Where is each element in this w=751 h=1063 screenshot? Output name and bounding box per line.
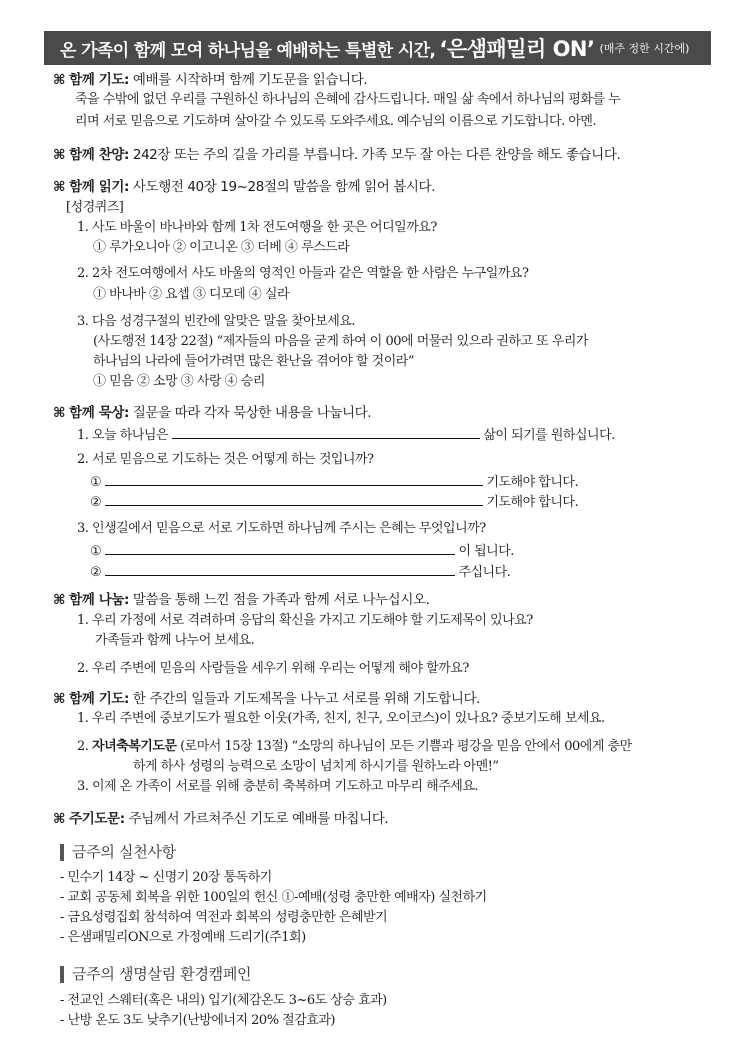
answer-suffix: 이 됩니다. bbox=[458, 544, 514, 559]
command-icon: ⌘ bbox=[53, 179, 66, 195]
meditation-q1 bbox=[77, 423, 615, 446]
section-label: 함께 기도: bbox=[69, 72, 129, 88]
section-sharing bbox=[53, 588, 430, 608]
circled-2: ② bbox=[90, 565, 102, 580]
section-praise bbox=[53, 143, 620, 163]
meditation-q3-answer-1 bbox=[90, 539, 514, 562]
command-icon: ⌘ bbox=[53, 592, 66, 608]
answer-suffix: 주십니다. bbox=[458, 565, 511, 580]
answer-blank[interactable] bbox=[105, 470, 483, 486]
quiz-q1: 1. 사도 바울이 바나바와 함께 1차 전도여행을 한 곳은 어디일까요? bbox=[77, 220, 437, 235]
circled-1: ① bbox=[90, 544, 102, 559]
answer-blank[interactable] bbox=[172, 423, 480, 439]
command-icon: ⌘ bbox=[53, 72, 66, 88]
section-label: 함께 나눔: bbox=[69, 592, 129, 608]
title-banner bbox=[44, 31, 711, 65]
section-desc: 한 주간의 일들과 기도제목을 나누고 서로를 위해 기도합니다. bbox=[132, 691, 481, 707]
command-icon: ⌘ bbox=[53, 405, 66, 421]
meditation-q1-post: 삶이 되기를 원하십니다. bbox=[483, 428, 615, 443]
sharing-q1-cont: 가족들과 함께 나누어 보세요. bbox=[95, 633, 255, 648]
sharing-q2: 2. 우리 주변에 믿음의 사람들을 세우기 위해 우리는 어떻게 해야 할까요? bbox=[77, 661, 469, 676]
blessing-prayer-title: 자녀축복기도문 bbox=[92, 739, 177, 754]
practice-item: - 은샘패밀리ON으로 가정예배 드리기(주1회) bbox=[60, 930, 306, 945]
prayer-item-2 bbox=[77, 736, 632, 757]
circled-2: ② bbox=[90, 495, 102, 510]
prayer-item-3: 3. 이제 온 가족이 서로를 위해 충분히 축복하며 기도하고 마무리 해주세요. bbox=[77, 779, 479, 794]
practice-item: - 민수기 14장 ~ 신명기 20장 통독하기 bbox=[60, 870, 272, 885]
practice-item: - 교회 공동체 회복을 위한 100일의 헌신 ①-예배(성령 충만한 예배자) 실천하기 bbox=[60, 890, 487, 905]
prayer-line-2: 리며 서로 믿음으로 기도하며 살아갈 수 있도록 도와주세요. 예수님의 이름으로 기도합니다. 아멘. bbox=[75, 114, 597, 129]
blessing-prayer-text: (로마서 15장 13절) “소망의 하나님이 모든 기쁨과 평강을 믿음 안에서 00에게 충만 bbox=[180, 739, 632, 754]
answer-suffix: 기도해야 합니다. bbox=[486, 475, 579, 490]
section-desc: 질문을 따라 각자 묵상한 내용을 나눕니다. bbox=[132, 405, 372, 421]
quiz-q2-options: ① 바나바 ② 요셉 ③ 디모데 ④ 실라 bbox=[93, 287, 290, 302]
quiz-q1-options: ① 루가오니아 ② 이고니온 ③ 더베 ④ 루스드라 bbox=[93, 240, 350, 255]
quiz-q2: 2. 2차 전도여행에서 사도 바울의 영적인 아들과 같은 역할을 한 사람은 누구일까요? bbox=[77, 266, 529, 281]
prayer-line-1: 죽을 수밖에 없던 우리를 구원하신 하나님의 은혜에 감사드립니다. 매일 삶 속에서 하나님의 평화를 누 bbox=[75, 92, 621, 107]
meditation-q3: 3. 인생길에서 믿음으로 서로 기도하면 하나님께 주시는 은혜는 무엇입니까? bbox=[77, 521, 486, 536]
command-icon: ⌘ bbox=[53, 811, 66, 827]
section-desc: 사도행전 40장 19~28절의 말씀을 함께 읽어 봅시다. bbox=[132, 179, 436, 195]
section-label: 함께 묵상: bbox=[69, 405, 129, 421]
section-desc: 예배를 시작하며 함께 기도문을 읽습니다. bbox=[132, 72, 368, 88]
prayer-item-2-cont: 하게 하사 성령의 능력으로 소망이 넘치게 하시기를 원하노라 아멘!” bbox=[133, 759, 499, 774]
section-reading bbox=[53, 175, 435, 195]
campaign-item: - 전교인 스웨터(혹은 내의) 입기(체감온도 3~6도 상승 효과) bbox=[60, 993, 387, 1008]
banner-note: (매주 정한 시간에) bbox=[599, 42, 690, 55]
section-desc: 주님께서 가르쳐주신 기도로 예배를 마칩니다. bbox=[128, 811, 389, 827]
quiz-q3-options: ① 믿음 ② 소망 ③ 사랑 ④ 승리 bbox=[93, 374, 265, 389]
quiz-q3-verse-1: (사도행전 14장 22절) “제자들의 마음을 굳게 하여 이 00에 머물러 있으라 권하고 또 우리가 bbox=[93, 334, 588, 349]
answer-suffix: 기도해야 합니다. bbox=[486, 495, 579, 510]
campaign-heading: 금주의 생명살림 환경캠페인 bbox=[60, 966, 251, 983]
section-meditation bbox=[53, 401, 371, 421]
prayer-item-1: 1. 우리 주변에 중보기도가 필요한 이웃(가족, 친지, 친구, 오이코스)이 있나요? 중보기도해 보세요. bbox=[77, 711, 605, 726]
quiz-title: [성경퀴즈] bbox=[66, 200, 124, 215]
meditation-q1-pre: 1. 오늘 하나님은 bbox=[77, 428, 169, 443]
item-number: 2. bbox=[77, 739, 89, 754]
section-label: 함께 찬양: bbox=[69, 147, 129, 163]
answer-blank[interactable] bbox=[105, 539, 455, 555]
section-label: 함께 읽기: bbox=[69, 179, 129, 195]
practice-item: - 금요성령집회 참석하여 역전과 회복의 성령충만한 은혜받기 bbox=[60, 910, 388, 925]
sharing-q1: 1. 우리 가정에 서로 격려하며 응답의 확신을 가지고 기도해야 할 기도제목이 있나요? bbox=[77, 613, 533, 628]
circled-1: ① bbox=[90, 475, 102, 490]
section-desc: 말씀을 통해 느낀 점을 가족과 함께 서로 나누십시오. bbox=[132, 592, 430, 608]
answer-blank[interactable] bbox=[105, 560, 455, 576]
section-prayer-open bbox=[53, 68, 367, 88]
command-icon: ⌘ bbox=[53, 147, 66, 163]
quiz-q3: 3. 다음 성경구절의 빈칸에 알맞은 말을 찾아보세요. bbox=[77, 314, 355, 329]
campaign-item: - 난방 온도 3도 낮추기(난방에너지 20% 절감효과) bbox=[60, 1013, 335, 1028]
quiz-q3-verse-2: 하나님의 나라에 들어가려면 많은 환난을 겪어야 할 것이라” bbox=[93, 354, 414, 369]
meditation-q2-answer-2 bbox=[90, 490, 578, 513]
meditation-q2: 2. 서로 믿음으로 기도하는 것은 어떻게 하는 것입니까? bbox=[77, 452, 374, 467]
section-lords-prayer bbox=[53, 807, 388, 827]
banner-main-text: 온 가족이 함께 모여 하나님을 예배하는 특별한 시간, bbox=[60, 40, 436, 61]
section-label: 주기도문: bbox=[69, 811, 125, 827]
section-desc: 242장 또는 주의 길을 가리를 부릅니다. 가족 모두 잘 아는 다른 찬양을 해도 좋습니다. bbox=[132, 147, 621, 163]
banner-title: ‘은샘패밀리 ON’ bbox=[439, 37, 595, 61]
section-prayer-together bbox=[53, 687, 480, 707]
answer-blank[interactable] bbox=[105, 490, 483, 506]
section-label: 함께 기도: bbox=[69, 691, 129, 707]
practice-heading: 금주의 실천사항 bbox=[60, 844, 176, 861]
command-icon: ⌘ bbox=[53, 691, 66, 707]
meditation-q3-answer-2 bbox=[90, 560, 510, 583]
